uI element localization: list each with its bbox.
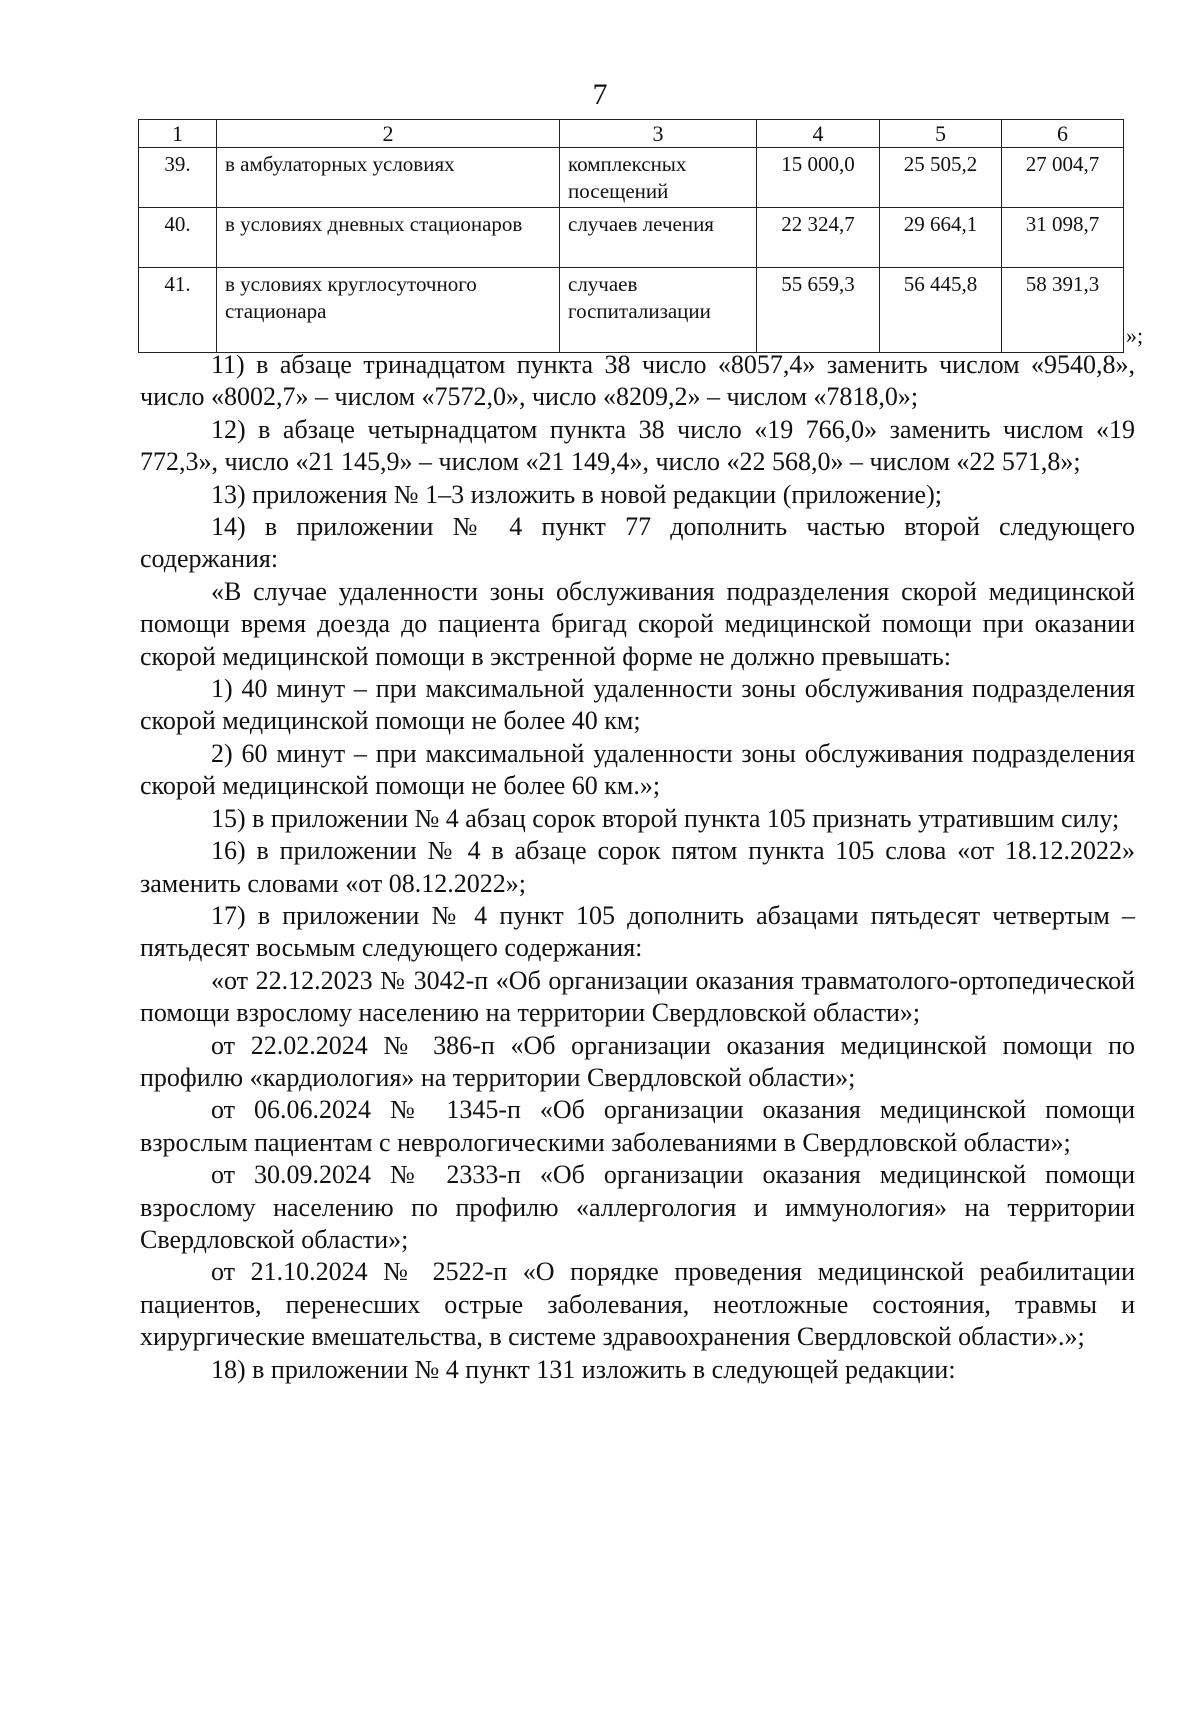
- table-row: [139, 268, 1124, 353]
- row-number: 39.: [139, 148, 217, 208]
- row-unit: случаев лечения: [560, 208, 757, 268]
- paragraph-decree-386: от 22.02.2024 № 386-п «Об организации оказания медицинской помощи по профилю «кардиология» на территории Свердловской области»;: [140, 1030, 1135, 1092]
- table-closing-quote: »;: [1126, 323, 1144, 348]
- paragraph-item-12: 12) в абзаце четырнадцатом пункта 38 число «19 766,0» заменить числом «19 772,3», число «21 145,9» – числом «21 149,4», число «22 568,0» – числом «22 571,8»;: [140, 414, 1135, 477]
- header-cell: 3: [560, 120, 757, 148]
- row-value-2026: 58 391,3: [1002, 268, 1124, 353]
- row-name: в условиях круглосуточного стационара: [217, 268, 560, 353]
- paragraph-subitem-2: 2) 60 минут – при максимальной удаленности зоны обслуживания подразделения скорой медицинской помощи не более 60 км.»;: [140, 738, 1135, 801]
- paragraph-item-14: 14) в приложении № 4 пункт 77 дополнить частью второй следующего содержания:: [140, 512, 1135, 574]
- paragraph-item-17: 17) в приложении № 4 пункт 105 дополнить абзацами пятьдесят четвертым – пятьдесят восьмым следующего содержания:: [140, 900, 1135, 963]
- row-name: в амбулаторных условиях: [217, 148, 560, 208]
- header-cell: 6: [1002, 120, 1124, 148]
- page-number: 7: [592, 78, 608, 111]
- paragraph-item-11: 11) в абзаце тринадцатом пункта 38 число «8057,4» заменить числом «9540,8», число «8002,7» – числом «7572,0», число «8209,2» – числом «7818,0»;: [140, 350, 1135, 412]
- row-value-2024: 22 324,7: [757, 208, 880, 268]
- row-value-2025: 56 445,8: [880, 268, 1002, 353]
- paragraph-decree-1345: от 06.06.2024 № 1345-п «Об организации оказания медицинской помощи взрослым пациентам с неврологическими заболеваниями в Свердловской области»;: [140, 1095, 1135, 1157]
- paragraph-item-16: 16) в приложении № 4 в абзаце сорок пятом пункта 105 слова «от 18.12.2022» заменить словами «от 08.12.2022»;: [140, 836, 1135, 898]
- row-unit: случаев госпитализации: [560, 268, 757, 353]
- indicator-table: [138, 119, 1124, 353]
- paragraph-item-15: 15) в приложении № 4 абзац сорок второй пункта 105 признать утратившим силу;: [211, 803, 1120, 833]
- paragraph-decree-2522: от 21.10.2024 № 2522-п «О порядке проведения медицинской реабилитации пациентов, перенесших острые заболевания, неотложные состояния, травмы и хирургические вмешательства, в системе здравоохранения Свердловской области».»;: [140, 1257, 1135, 1352]
- row-number: 41.: [139, 268, 217, 353]
- paragraph-quote-ambulance: «В случае удаленности зоны обслуживания подразделения скорой медицинской помощи время доезда до пациента бригад скорой медицинской помощи при оказании скорой медицинской помощи в экстренной форме не должно превышать:: [140, 576, 1135, 671]
- table-row: [139, 148, 1124, 208]
- paragraph-subitem-1: 1) 40 минут – при максимальной удаленности зоны обслуживания подразделения скорой медицинской помощи не более 40 км;: [140, 674, 1135, 736]
- row-value-2024: 15 000,0: [757, 148, 880, 208]
- header-cell: 2: [217, 120, 560, 148]
- header-cell: 1: [139, 120, 217, 148]
- row-value-2025: 25 505,2: [880, 148, 1002, 208]
- header-cell: 5: [880, 120, 1002, 148]
- row-name: в условиях дневных стационаров: [217, 208, 560, 268]
- table-row: [139, 208, 1124, 268]
- paragraph-decree-2333: от 30.09.2024 № 2333-п «Об организации оказания медицинской помощи взрослому населению по профилю «аллергология и иммунология» на территории Свердловской области»;: [140, 1160, 1135, 1254]
- document-body: [140, 349, 1135, 1386]
- row-number: 40.: [139, 208, 217, 268]
- row-value-2025: 29 664,1: [880, 208, 1002, 268]
- table-header-row: [139, 120, 1124, 148]
- row-value-2026: 27 004,7: [1002, 148, 1124, 208]
- row-value-2026: 31 098,7: [1002, 208, 1124, 268]
- paragraph-item-13: 13) приложения № 1–3 изложить в новой редакции (приложение);: [211, 479, 942, 509]
- paragraph-decree-3042: «от 22.12.2023 № 3042-п «Об организации оказания травматолого-ортопедической помощи взрослому населению на территории Свердловской области»;: [140, 965, 1135, 1028]
- row-unit: комплексных посещений: [560, 148, 757, 208]
- row-value-2024: 55 659,3: [757, 268, 880, 353]
- header-cell: 4: [757, 120, 880, 148]
- paragraph-item-18: 18) в приложении № 4 пункт 131 изложить в следующей редакции:: [211, 1354, 956, 1384]
